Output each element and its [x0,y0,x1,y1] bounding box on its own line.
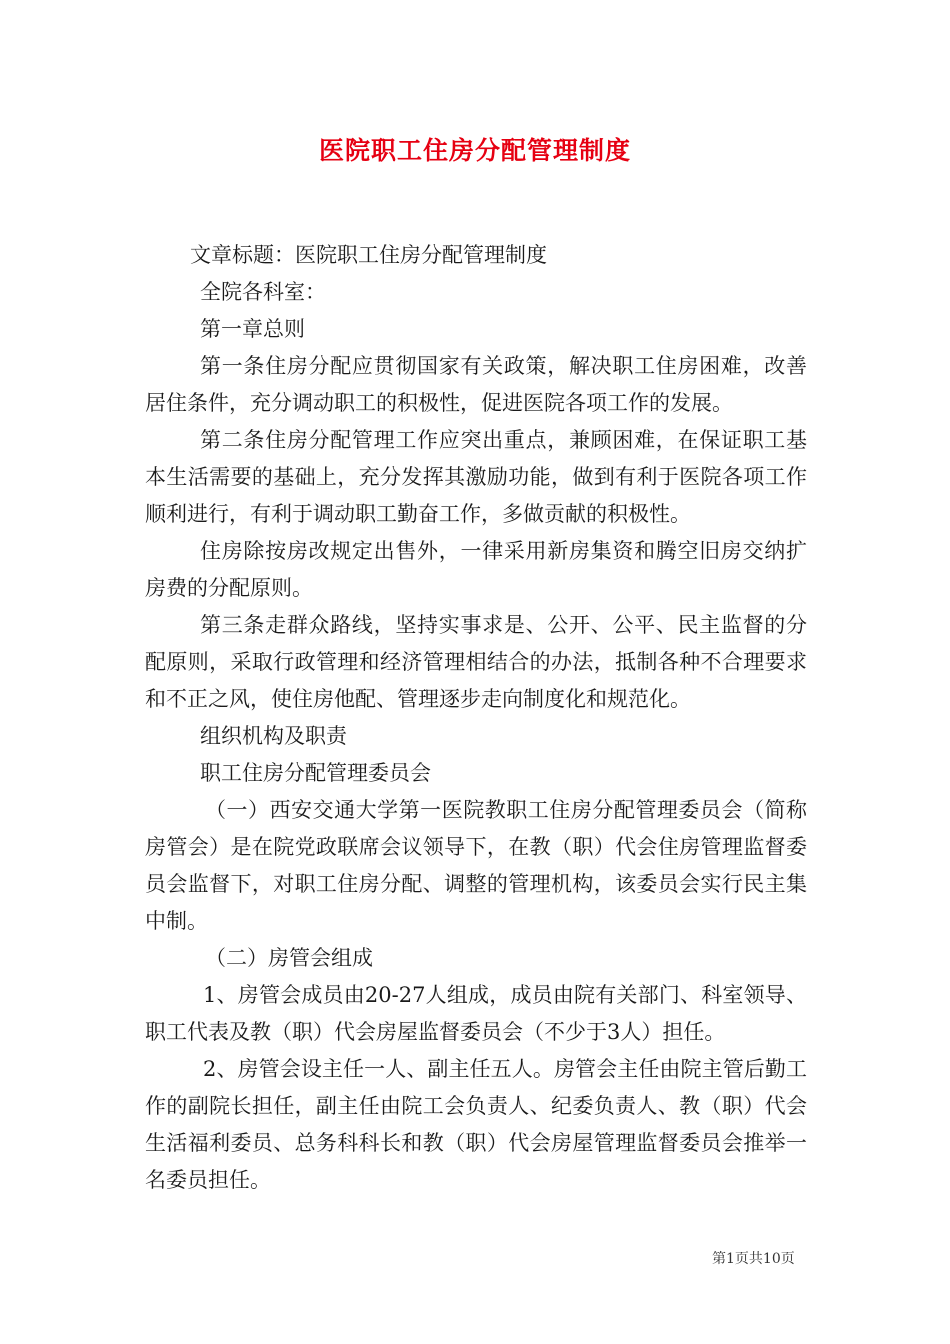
paragraph-article-2: 第二条住房分配管理工作应突出重点，兼顾困难，在保证职工基本生活需要的基础上，充分发挥其激励功能，做到有利于医院各项工作顺利进行，有利于调动职工勤奋工作，多做贡献的积极性。 [145,428,807,526]
paragraph-item-2: （二）房管会组成 [205,946,373,970]
paragraph-article-3: 第三条走群众路线，坚持实事求是、公开、公平、民主监督的分配原则，采取行政管理和经济管理相结合的办法，抵制各种不合理要求和不正之风，使住房他配、管理逐步走向制度化和规范化。 [145,613,807,711]
document-title: 医院职工住房分配管理制度 [318,136,631,165]
document-body [145,237,807,1199]
paragraph-chapter-heading: 第一章总则 [200,317,305,341]
paragraph-sub-item-1: 1、房管会成员由20-27人组成，成员由院有关部门、科室领导、职工代表及教（职）代会房屋监督委员会（不少于3人）担任。 [145,983,807,1044]
paragraph-sub-item-2: 2、房管会设主任一人、副主任五人。房管会主任由院主管后勤工作的副院长担任，副主任由院工会负责人、纪委负责人、教（职）代会生活福利委员、总务科科长和教（职）代会房屋管理监督委员会推举一名委员担任。 [145,1057,807,1192]
paragraph-committee-heading: 职工住房分配管理委员会 [200,761,431,785]
page-number: 第1页共10页 [712,1251,795,1267]
paragraph-article-title: 文章标题：医院职工住房分配管理制度 [190,243,547,267]
paragraph-section-heading: 组织机构及职责 [200,724,347,748]
paragraph-article-1: 第一条住房分配应贯彻国家有关政策，解决职工住房困难，改善居住条件，充分调动职工的积极性，促进医院各项工作的发展。 [145,354,807,415]
paragraph-item-1: （一）西安交通大学第一医院教职工住房分配管理委员会（简称房管会）是在院党政联席会议领导下，在教（职）代会住房管理监督委员会监督下，对职工住房分配、调整的管理机构，该委员会实行民主集中制。 [145,798,807,933]
paragraph-salutation: 全院各科室： [200,280,326,304]
paragraph-housing-principle: 住房除按房改规定出售外，一律采用新房集资和腾空旧房交纳扩房费的分配原则。 [145,539,807,600]
